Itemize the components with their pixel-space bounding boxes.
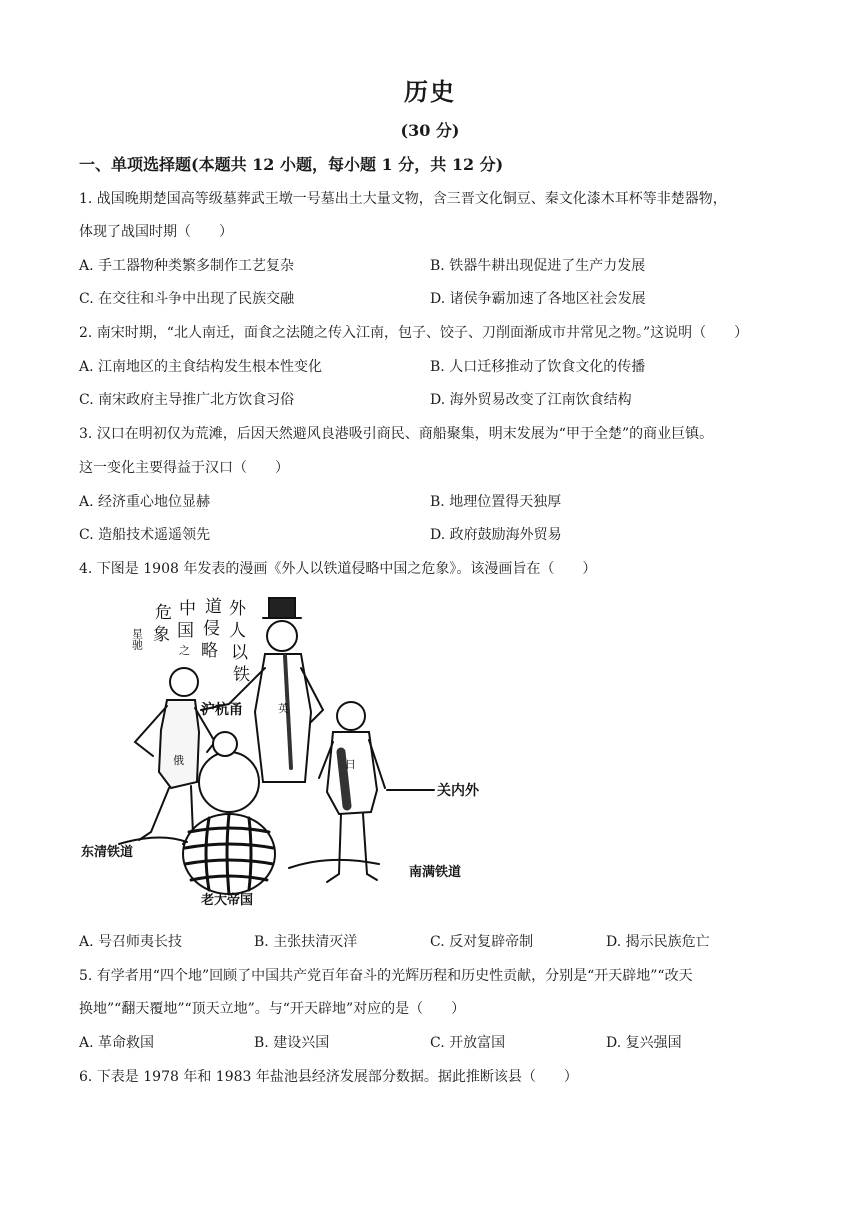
label-britain: 英: [278, 702, 289, 715]
cartoon-title-char: 以: [231, 643, 248, 663]
question-2-option-d: D. 海外贸易改变了江南饮食结构: [430, 392, 632, 408]
question-5-option-a: A. 革命救国: [79, 1035, 155, 1051]
question-5-stem-line-2: 换地”“翻天覆地”“顶天立地”。与“开天辟地”对应的是（ ）: [79, 1001, 466, 1017]
question-5-option-d: D. 复兴强国: [606, 1035, 682, 1051]
question-4-stem: 4. 下图是 1908 年发表的漫画《外人以铁道侵略中国之危象》。该漫画旨在（ ）: [79, 561, 597, 577]
cartoon-title-char: 铁: [233, 665, 250, 685]
question-3-option-c: C. 造船技术遥遥领先: [79, 527, 211, 543]
question-2-option-b: B. 人口迁移推动了饮食文化的传播: [430, 359, 646, 375]
label-japan: 日: [345, 758, 356, 771]
question-2-stem: 2. 南宋时期，“北人南迁，面食之法随之传入江南，包子、饺子、刀削面渐成市井常见之物。”这说明（ ）: [79, 325, 749, 341]
question-5-option-b: B. 建设兴国: [254, 1035, 330, 1051]
question-4-option-d: D. 揭示民族危亡: [606, 934, 710, 950]
cartoon-title-char: 略: [201, 641, 218, 661]
label-old-empire: 老大帝国: [201, 893, 254, 908]
cartoon-title-char: 象: [153, 625, 170, 645]
label-guanneiwai: 关内外: [437, 783, 479, 799]
score-subtitle: (30 分): [400, 121, 460, 140]
section-heading: 一、单项选择题(本题共 12 小题，每小题 1 分，共 12 分): [79, 155, 504, 174]
cartoon-title-char: 道: [205, 597, 222, 617]
question-1-stem-line-1: 1. 战国晚期楚国高等级墓葬武王墩一号墓出土大量文物，含三晋文化铜豆、秦文化漆木耳杯等非楚器物，: [79, 191, 727, 207]
question-3-option-a: A. 经济重心地位显赫: [79, 494, 211, 510]
cartoon-title-char: 国: [177, 621, 194, 641]
question-2-option-c: C. 南宋政府主导推广北方饮食习俗: [79, 392, 295, 408]
page-title: 历史: [404, 77, 456, 106]
label-huhangyong: 沪杭甬: [201, 702, 243, 718]
question-6-stem: 6. 下表是 1978 年和 1983 年盐池县经济发展部分数据。据此推断该县（ ）: [79, 1069, 578, 1085]
cartoon-title-char: 危: [155, 603, 172, 623]
question-3-stem-line-1: 3. 汉口在明初仅为荒滩，后因天然避风良港吸引商民、商船聚集，明末发展为“甲于全楚”的商业巨镇。: [79, 426, 714, 442]
cartoon-title-char: 侵: [203, 619, 220, 639]
label-nanman-railway: 南满铁道: [409, 865, 462, 880]
question-1-stem-line-2: 体现了战国时期（ ）: [79, 224, 233, 240]
question-1-option-c: C. 在交往和斗争中出现了民族交融: [79, 291, 295, 307]
question-3-option-d: D. 政府鼓励海外贸易: [430, 527, 562, 543]
question-1-option-a: A. 手工器物种类繁多制作工艺复杂: [79, 258, 295, 274]
cartoon-title-char: 人: [229, 621, 246, 641]
question-1-option-d: D. 诸侯争霸加速了各地区社会发展: [430, 291, 646, 307]
cartoon-title-char: 中: [179, 599, 196, 619]
cartoon-signature: 星驰: [130, 628, 144, 650]
label-dongqing-railway: 东清铁道: [81, 845, 134, 860]
question-3-option-b: B. 地理位置得天独厚: [430, 494, 562, 510]
label-russia: 俄: [173, 754, 184, 767]
question-2-option-a: A. 江南地区的主食结构发生根本性变化: [79, 359, 323, 375]
question-1-option-b: B. 铁器牛耕出现促进了生产力发展: [430, 258, 646, 274]
cartoon-illustration: [79, 592, 489, 910]
cartoon-title-char: 之: [179, 644, 190, 657]
cartoon-title-char: 外: [229, 599, 246, 619]
question-5-option-c: C. 开放富国: [430, 1035, 506, 1051]
question-4-option-a: A. 号召师夷长技: [79, 934, 183, 950]
question-4-option-b: B. 主张扶清灭洋: [254, 934, 358, 950]
question-4-option-c: C. 反对复辟帝制: [430, 934, 534, 950]
question-3-stem-line-2: 这一变化主要得益于汉口（ ）: [79, 460, 289, 476]
question-5-stem-line-1: 5. 有学者用“四个地”回顾了中国共产党百年奋斗的光辉历程和历史性贡献，分别是“开天辟地”“改天: [79, 968, 693, 984]
